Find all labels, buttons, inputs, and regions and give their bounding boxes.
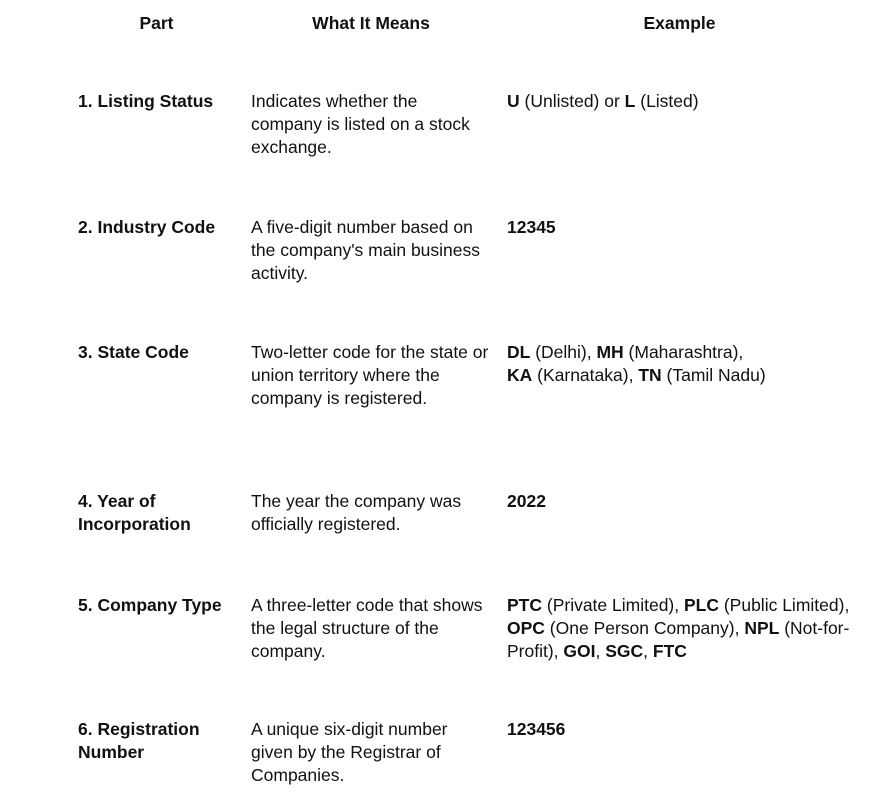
row-meaning: A five-digit number based on the company's main business activity. <box>251 217 481 283</box>
table-header <box>70 0 860 46</box>
row-example <box>499 46 860 172</box>
example-code: NPL <box>744 618 780 638</box>
row-example <box>499 549 860 674</box>
table-row <box>70 172 860 297</box>
row-meaning: Indicates whether the company is listed on a stock exchange. <box>251 91 470 157</box>
example-text: (Maharashtra), <box>623 342 744 362</box>
example-code: PLC <box>683 595 719 615</box>
cin-structure-table <box>70 0 860 787</box>
row-example <box>499 446 860 549</box>
example-text: (Not-for-Profit), <box>507 618 850 661</box>
example-text: , <box>595 641 606 661</box>
row-example <box>499 172 860 297</box>
example-text: (Karnataka), <box>532 365 639 385</box>
row-meaning: The year the company was officially registered. <box>251 491 462 534</box>
example-code: 12345 <box>507 217 556 237</box>
table-row <box>70 46 860 172</box>
header-row <box>70 0 860 46</box>
example-code: FTC <box>652 641 687 661</box>
example-text: (Private Limited), <box>542 595 684 615</box>
example-text: (Public Limited), <box>718 595 850 615</box>
example-code: GOI <box>563 641 596 661</box>
header-example: Example <box>643 12 716 33</box>
example-code: U <box>507 91 520 111</box>
example-code: DL <box>507 342 531 362</box>
header-part: Part <box>139 12 174 33</box>
table-row <box>70 674 860 787</box>
row-example <box>499 674 860 787</box>
example-code: PTC <box>507 595 542 615</box>
table-body <box>70 46 860 787</box>
row-part: 2. Industry Code <box>78 217 216 237</box>
example-text: (Unlisted) or <box>519 91 625 111</box>
table-row <box>70 549 860 674</box>
example-code: SGC <box>605 641 644 661</box>
row-part: 4. Year of Incorporation <box>78 491 191 534</box>
table-row <box>70 446 860 549</box>
row-part: 5. Company Type <box>78 595 222 615</box>
example-code: MH <box>596 342 624 362</box>
row-meaning: Two-letter code for the state or union territory where the company is registered. <box>251 342 489 408</box>
row-example <box>499 297 860 446</box>
header-meaning: What It Means <box>312 12 430 33</box>
example-code: L <box>624 91 636 111</box>
example-code: 2022 <box>507 491 546 511</box>
example-text: , <box>643 641 653 661</box>
row-part: 3. State Code <box>78 342 189 362</box>
row-meaning: A unique six-digit number given by the Registrar of Companies. <box>251 719 448 785</box>
example-text: (Tamil Nadu) <box>661 365 766 385</box>
row-meaning: A three-letter code that shows the legal structure of the company. <box>251 595 483 661</box>
example-text: (One Person Company), <box>544 618 745 638</box>
example-code: 123456 <box>507 719 566 739</box>
example-text: (Delhi), <box>530 342 597 362</box>
row-part: 6. Registration Number <box>78 719 200 762</box>
row-part: 1. Listing Status <box>78 91 214 111</box>
example-code: KA <box>507 365 533 385</box>
example-code: OPC <box>507 618 545 638</box>
table-row <box>70 297 860 446</box>
example-code: TN <box>638 365 662 385</box>
example-text: (Listed) <box>635 91 699 111</box>
